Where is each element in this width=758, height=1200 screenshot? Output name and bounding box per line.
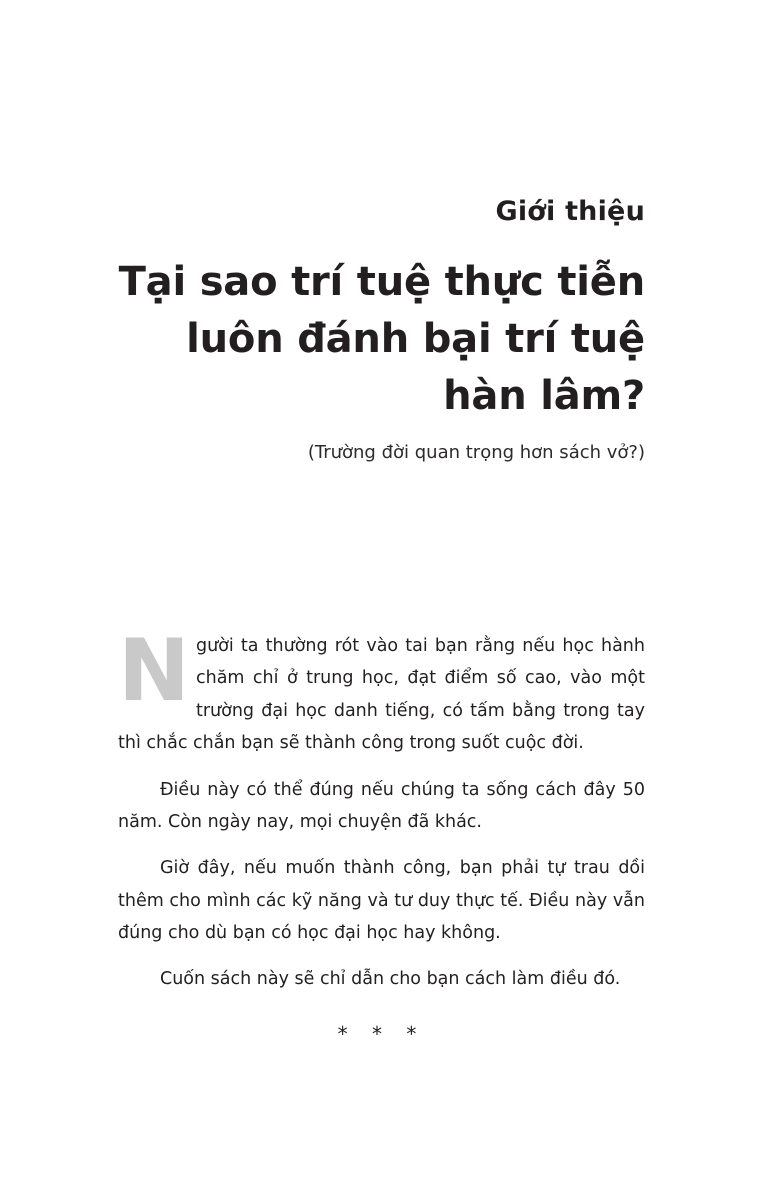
title-line-1: Tại sao trí tuệ thực tiễn [118,259,645,306]
title-line-2: luôn đánh bại trí tuệ [186,316,645,363]
page-title [118,254,645,424]
paragraph-3: Giờ đây, nếu muốn thành công, bạn phải tự trau dồi thêm cho mình các kỹ năng và tư duy thực tế. Điều này vẫn đúng cho dù bạn có học đại học hay không. [118,858,645,943]
title-line-3: hàn lâm? [443,372,645,419]
paragraph-2: Điều này có thể đúng nếu chúng ta sống cách đây 50 năm. Còn ngày nay, mọi chuyện đã khác. [118,779,645,832]
drop-cap: N [118,621,190,721]
chapter-header [118,196,645,464]
paragraph-4: Cuốn sách này sẽ chỉ dẫn cho bạn cách làm điều đó. [160,969,621,990]
chapter-eyebrow: Giới thiệu [495,196,645,227]
body-text [118,621,645,1046]
section-divider: * * * [337,1021,426,1046]
paragraph-1 [118,621,645,760]
paragraph-1-text: gười ta thường rót vào tai bạn rằng nếu học hành chăm chỉ ở trung học, đạt điểm số cao, vào một trường đại học danh tiếng, có tấm bằng trong tay thì chắc chắn bạn sẽ thành công trong suốt cuộc đời. [118,636,645,754]
page-subtitle: (Trường đời quan trọng hơn sách vở?) [307,441,645,463]
